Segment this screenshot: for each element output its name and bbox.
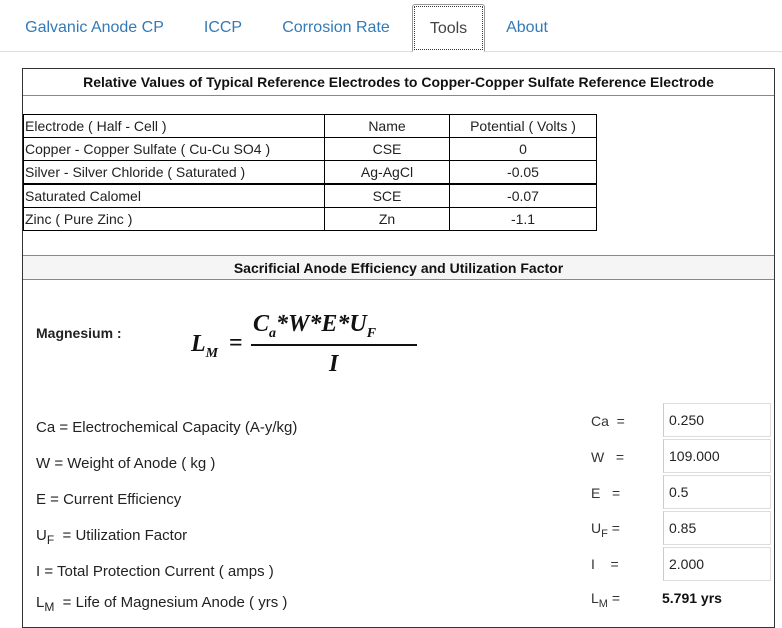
tab-galvanic-anode-cp[interactable]: Galvanic Anode CP <box>25 19 164 36</box>
table-row <box>24 138 597 161</box>
table-row <box>24 208 597 231</box>
cell-potential: -0.07 <box>450 184 597 208</box>
e-input-label: E = <box>591 485 621 501</box>
tab-iccp[interactable]: ICCP <box>203 19 243 36</box>
definition-ca: Ca = Electrochemical Capacity (A-y/kg) <box>36 419 298 436</box>
cell-electrode: Zinc ( Pure Zinc ) <box>24 208 325 231</box>
formula-equals: = <box>229 330 243 356</box>
cell-name: Zn <box>325 208 450 231</box>
definition-i: I = Total Protection Current ( amps ) <box>36 563 274 580</box>
w-input-label: W = <box>591 449 625 465</box>
uf-input-label: $U_F$ = <box>591 520 620 540</box>
cell-potential: 0 <box>450 138 597 161</box>
ca-input-label: Ca = <box>591 413 625 429</box>
table-row <box>24 184 597 208</box>
cell-electrode: Silver - Silver Chloride ( Saturated ) <box>24 161 325 185</box>
reference-electrodes-table <box>23 114 597 231</box>
cell-electrode: Copper - Copper Sulfate ( Cu-Cu SO4 ) <box>24 138 325 161</box>
anode-life-formula <box>191 311 431 385</box>
cell-potential: -1.1 <box>450 208 597 231</box>
e-input[interactable]: 0.5 <box>663 475 771 509</box>
cell-electrode: Saturated Calomel <box>24 184 325 208</box>
table-row <box>24 161 597 185</box>
formula-denominator: I <box>329 351 339 377</box>
cell-potential: -0.05 <box>450 161 597 185</box>
definition-e: E = Current Efficiency <box>36 491 182 508</box>
lm-result-value: 5.791 yrs <box>662 590 722 606</box>
tab-bar <box>0 0 782 52</box>
cell-name: CSE <box>325 138 450 161</box>
column-header-electrode: Electrode ( Half - Cell ) <box>24 115 325 138</box>
formula-fraction-bar <box>251 344 417 346</box>
anode-efficiency-heading: Sacrificial Anode Efficiency and Utilization Factor <box>23 255 774 280</box>
ca-input[interactable]: 0.250 <box>663 403 771 437</box>
tab-tools[interactable]: Tools <box>412 4 485 52</box>
w-input[interactable]: 109.000 <box>663 439 771 473</box>
uf-input[interactable]: 0.85 <box>663 511 771 545</box>
cell-name: SCE <box>325 184 450 208</box>
tab-corrosion-rate[interactable]: Corrosion Rate <box>282 19 390 36</box>
column-header-name: Name <box>325 115 450 138</box>
formula-lhs: $L_M$ <box>191 331 219 361</box>
reference-electrodes-heading: Relative Values of Typical Reference Electrodes to Copper-Copper Sulfate Reference Electrode <box>23 69 774 96</box>
tab-about[interactable]: About <box>506 19 548 36</box>
definition-w: W = Weight of Anode ( kg ) <box>36 455 216 472</box>
tools-panel <box>22 68 775 628</box>
formula-numerator: $C_a*W*E*U_F$ <box>253 311 377 341</box>
magnesium-label: Magnesium : <box>36 325 122 341</box>
i-input-label: I = <box>591 556 619 572</box>
definition-uf: $U_F$ = Utilization Factor <box>36 527 188 547</box>
column-header-potential: Potential ( Volts ) <box>450 115 597 138</box>
lm-result-label: $L_M$ = <box>591 590 621 610</box>
table-header-row <box>24 115 597 138</box>
i-input[interactable]: 2.000 <box>663 547 771 581</box>
definition-lm: $L_M$ = Life of Magnesium Anode ( yrs ) <box>36 594 288 614</box>
cell-name: Ag-AgCl <box>325 161 450 185</box>
